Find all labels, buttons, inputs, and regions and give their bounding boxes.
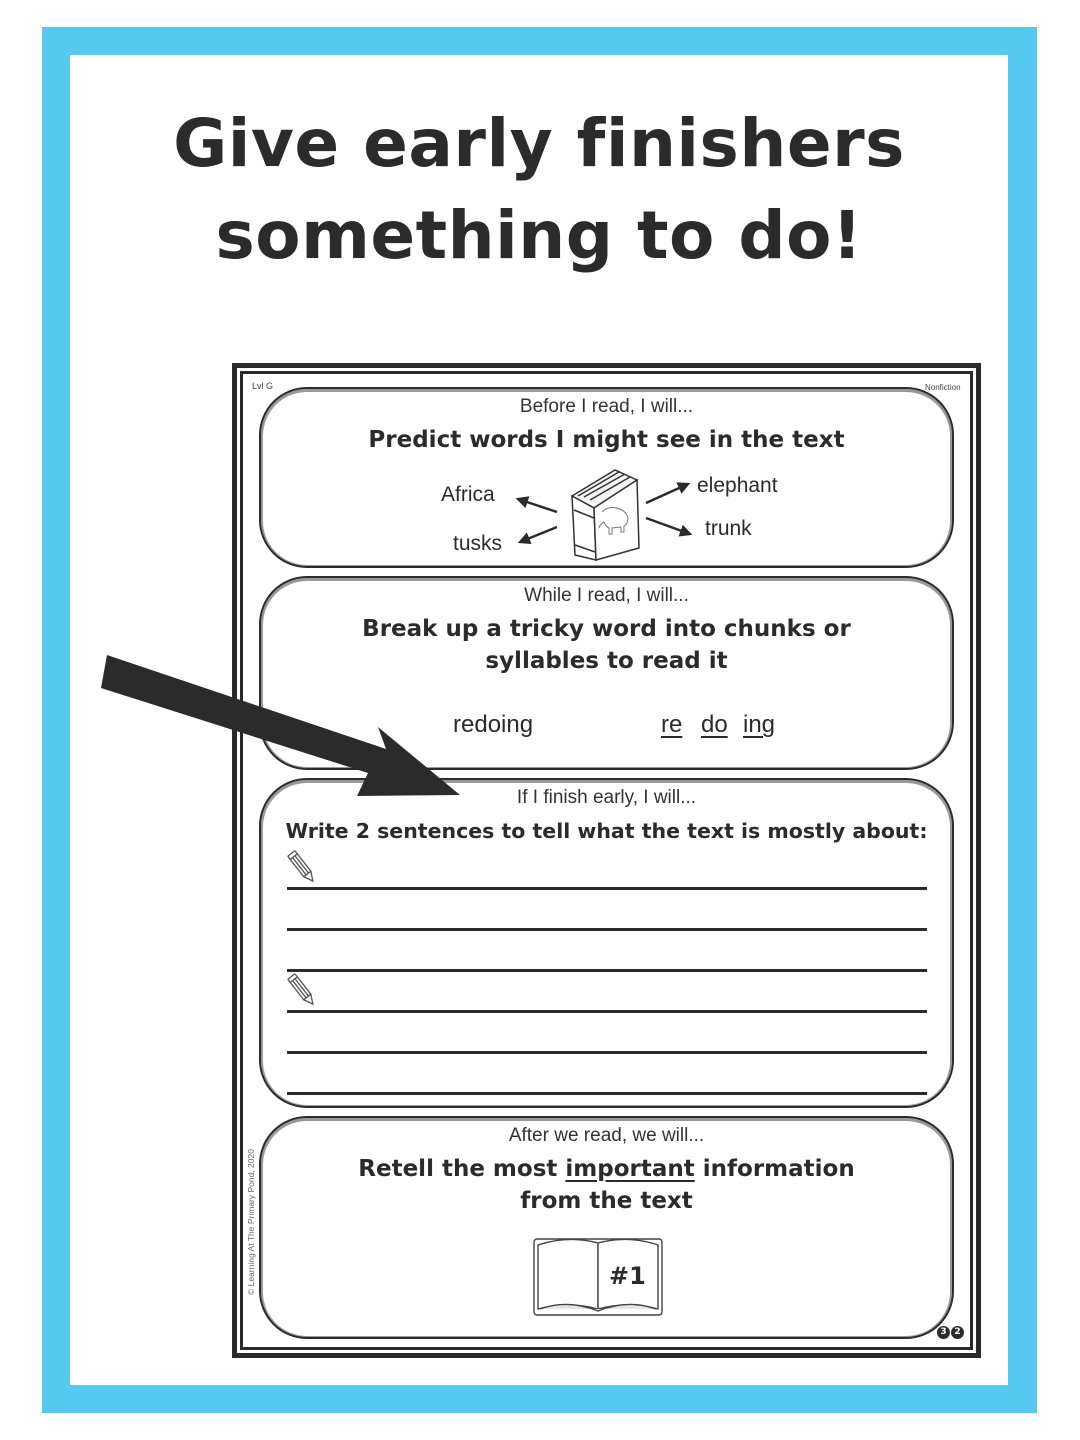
chunk-3: ing xyxy=(743,711,776,738)
panel-kicker: If I finish early, I will... xyxy=(516,787,697,808)
genre-tag: Nonfiction xyxy=(925,383,961,392)
copyright-notice: © Learning At The Primary Pond, 2020 xyxy=(246,1149,256,1295)
predicted-word-elephant: elephant xyxy=(697,474,778,497)
predicted-word-africa: Africa xyxy=(441,483,495,506)
predicted-word-tusks: tusks xyxy=(453,532,503,555)
panel-kicker: Before I read, I will... xyxy=(519,396,694,417)
predicted-word-trunk: trunk xyxy=(705,517,752,540)
headline-line-1: Give early finishers xyxy=(173,105,905,182)
book-label: #1 xyxy=(609,1262,646,1290)
panel-kicker: After we read, we will... xyxy=(508,1125,705,1146)
chunk-2: do xyxy=(701,711,728,738)
task-text: Retell the most xyxy=(358,1156,566,1182)
panel-task: Predict words I might see in the text xyxy=(368,427,845,453)
panel-kicker: While I read, I will... xyxy=(524,585,689,606)
panel-task-line-1: Break up a tricky word into chunks or xyxy=(362,616,851,642)
task-emphasis: important xyxy=(565,1156,695,1182)
panel-task-line-2: syllables to read it xyxy=(485,648,728,674)
page-digit: 3 xyxy=(937,1326,950,1339)
level-tag: Lvl G xyxy=(252,381,274,391)
panel-task: Write 2 sentences to tell what the text is mostly about: xyxy=(285,819,928,843)
chunk-1: re xyxy=(661,711,683,738)
headline-line-2: something to do! xyxy=(215,197,863,274)
task-text: information xyxy=(694,1156,855,1182)
panel-task-line-2: from the text xyxy=(520,1188,693,1214)
example-word: redoing xyxy=(453,711,534,738)
page-digit: 2 xyxy=(951,1326,964,1339)
